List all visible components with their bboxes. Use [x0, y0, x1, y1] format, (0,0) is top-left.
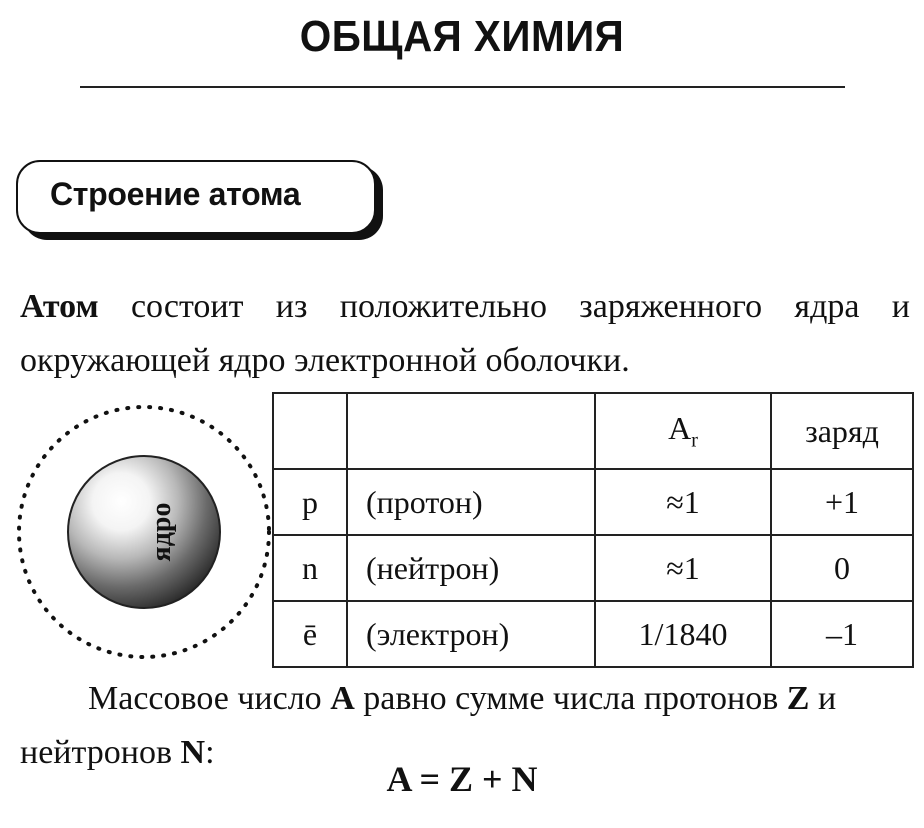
table-row [273, 601, 913, 667]
para2-text-2: равно сумме числа протонов [354, 680, 787, 717]
nucleus-sphere [68, 456, 220, 608]
intro-paragraph [20, 280, 910, 388]
table-header-row [273, 393, 913, 469]
nucleus-label: ядро [146, 502, 177, 562]
symbol-Z: Z [786, 680, 810, 717]
particle-ar: ≈1 [595, 535, 771, 601]
header-divider [80, 86, 845, 88]
atom-diagram [10, 398, 278, 666]
intro-term: Атом [20, 288, 99, 325]
symbol-A: A [330, 680, 355, 717]
particle-ar: 1/1840 [595, 601, 771, 667]
para2-text-3: и нейтронов [20, 680, 837, 771]
section-title: Строение атома [50, 176, 301, 212]
symbol-N: N [180, 734, 206, 771]
particles-table [272, 392, 914, 668]
particle-name: (нейтрон) [347, 535, 595, 601]
particle-symbol: ē [273, 601, 347, 667]
table-row [273, 535, 913, 601]
particle-symbol: n [273, 535, 347, 601]
mass-number-formula: A = Z + N [386, 759, 538, 799]
particle-symbol: p [273, 469, 347, 535]
particle-charge: –1 [771, 601, 913, 667]
particle-name: (протон) [347, 469, 595, 535]
header-symbol-cell [273, 393, 347, 469]
header-charge-cell: заряд [771, 393, 913, 469]
particle-name: (электрон) [347, 601, 595, 667]
header-name-cell [347, 393, 595, 469]
para2-text-4: : [205, 734, 215, 771]
header-ar-label: A [668, 409, 692, 446]
intro-text: состоит из положительно заряженного ядра и окружающей ядро электронной оболочки. [20, 288, 910, 379]
header-ar-subscript: r [691, 429, 698, 452]
particle-charge: +1 [771, 469, 913, 535]
header-ar-cell [595, 393, 771, 469]
page-title: ОБЩАЯ ХИМИЯ [299, 12, 625, 61]
table-row [273, 469, 913, 535]
particle-ar: ≈1 [595, 469, 771, 535]
section-heading-box [16, 160, 376, 234]
particle-charge: 0 [771, 535, 913, 601]
para2-text-1: Массовое число [88, 680, 331, 717]
